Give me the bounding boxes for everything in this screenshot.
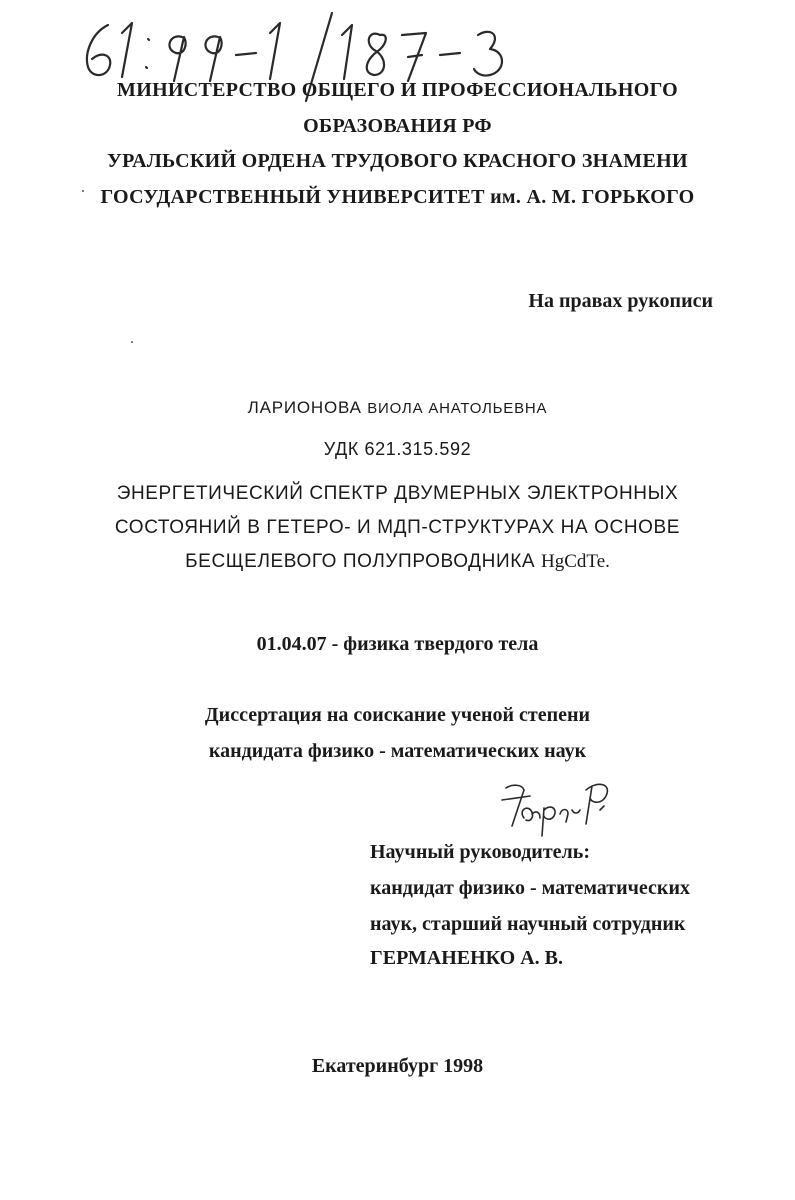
udk-code: УДК 621.315.592 bbox=[323, 439, 472, 459]
dissertation-line-2: кандидата физико - математических наук bbox=[208, 740, 587, 762]
title-formula: HgCdTe. bbox=[541, 551, 610, 572]
title-line-3-text: БЕСЩЕЛЕВОГО ПОЛУПРОВОДНИКА bbox=[185, 551, 536, 572]
scan-speck bbox=[82, 190, 84, 192]
scan-speck bbox=[131, 341, 133, 343]
author-given-name: ВИОЛА АНАТОЛЬЕВНА bbox=[367, 400, 548, 417]
author-name bbox=[0, 396, 795, 421]
specialty: 01.04.07 - физика твердого тела bbox=[256, 633, 539, 655]
place-year: Екатеринбург 1998 bbox=[311, 1055, 484, 1077]
supervisor-degree: кандидат физико - математических bbox=[370, 877, 690, 899]
university-honorific: им. А. М. ГОРЬКОГО bbox=[490, 186, 695, 208]
handwritten-signature bbox=[488, 770, 628, 840]
title-line-1: ЭНЕРГЕТИЧЕСКИЙ СПЕКТР ДВУМЕРНЫХ ЭЛЕКТРОННЫХ bbox=[116, 483, 679, 504]
university-name: ГОСУДАРСТВЕННЫЙ УНИВЕРСИТЕТ bbox=[100, 186, 485, 208]
supervisor-name: ГЕРМАНЕНКО А. В. bbox=[370, 947, 564, 969]
author-surname: ЛАРИОНОВА bbox=[247, 398, 362, 417]
manuscript-note: На правах рукописи bbox=[528, 290, 713, 312]
supervisor-position: наук, старший научный сотрудник bbox=[370, 913, 686, 935]
title-line-3 bbox=[0, 550, 795, 574]
supervisor-label: Научный руководитель: bbox=[370, 841, 590, 863]
title-line-2: СОСТОЯНИЙ В ГЕТЕРО- И МДП-СТРУКТУРАХ НА ОСНОВЕ bbox=[114, 517, 681, 538]
ministry-line-2: ОБРАЗОВАНИЯ РФ bbox=[303, 115, 492, 137]
dissertation-line-1: Диссертация на соискание ученой степени bbox=[204, 704, 591, 726]
university-line-2 bbox=[0, 185, 795, 209]
ministry-line-1: МИНИСТЕРСТВО ОБЩЕГО И ПРОФЕССИОНАЛЬНОГО bbox=[117, 79, 678, 101]
university-line-1: УРАЛЬСКИЙ ОРДЕНА ТРУДОВОГО КРАСНОГО ЗНАМЕНИ bbox=[107, 150, 688, 172]
